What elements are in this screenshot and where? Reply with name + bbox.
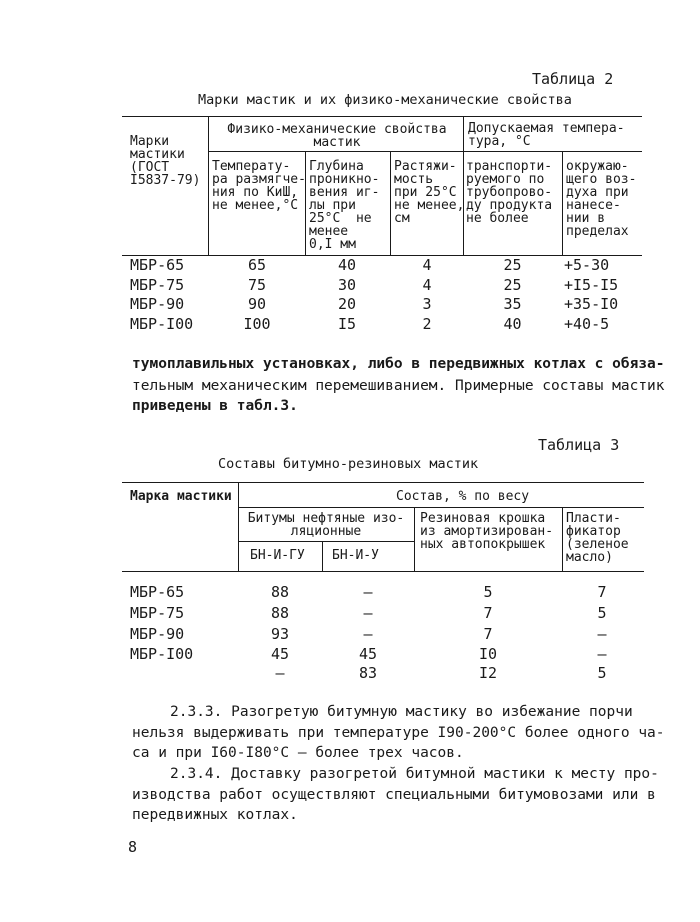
paragraph-line: тумоплавильных установках, либо в передвижных котлах с обяза- <box>132 356 665 372</box>
table3-top-rule <box>122 482 644 483</box>
t2-cell-ambient: +I5-I5 <box>564 276 619 294</box>
t2-cell-transport: 35 <box>503 295 522 313</box>
t2-cell-brand: МБР-90 <box>130 295 185 313</box>
t3-cell-brand: МБР-90 <box>130 625 185 643</box>
t2-header-brand: Марки мастики (ГОСТ I5837-79) <box>130 134 201 188</box>
t2-cell-brand: МБР-65 <box>130 256 185 274</box>
t3-cell-bn-i-gu: 45 <box>270 645 290 663</box>
t2-cell-penetration: I5 <box>337 315 357 333</box>
paragraph-line: нельзя выдерживать при температуре I90-200°С более одного ча- <box>132 725 665 741</box>
t2-cell-softening: 75 <box>247 276 267 294</box>
t3-cell-rubber: I2 <box>478 664 498 682</box>
table3-divider <box>322 541 323 571</box>
t2-cell-penetration: 40 <box>337 256 357 274</box>
table2-divider <box>562 151 563 255</box>
table2-top-rule <box>122 116 642 117</box>
table3-divider <box>414 507 415 571</box>
t2-header-ambient: окружаю- щего воз- духа при нанесе- нии в пределах <box>566 159 637 239</box>
table2-divider <box>208 116 209 255</box>
t3-header-bitumens: Битумы нефтяные изо- ляционные <box>247 511 405 539</box>
t2-cell-transport: 40 <box>503 315 522 333</box>
table3-title: Составы битумно-резиновых мастик <box>218 456 479 472</box>
t3-cell-plasticizer: – <box>597 625 607 643</box>
table2-caption: Таблица 2 <box>532 70 614 88</box>
t3-cell-rubber: 7 <box>483 625 493 643</box>
t3-cell-brand: МБР-75 <box>130 604 185 622</box>
paragraph-line: передвижных котлах. <box>132 807 298 823</box>
t2-cell-ductility: 4 <box>422 256 432 274</box>
t3-cell-bn-i-gu: 93 <box>270 625 290 643</box>
t2-header-physmech: Физико-механические свойства мастик <box>227 122 447 150</box>
t3-header-composition: Состав, % по весу <box>396 489 530 504</box>
t2-header-softening: Температу- ра размягче- ния по КиШ, не менее,°С <box>212 159 306 213</box>
t3-cell-bn-i-u: – <box>363 625 373 643</box>
t3-cell-bn-i-u: – <box>363 583 373 601</box>
t2-cell-softening: 90 <box>247 295 267 313</box>
t2-header-transport: транспорти- руемого по трубопрово- ду продукта не более <box>466 159 553 226</box>
t2-cell-ambient: +5-30 <box>564 256 610 274</box>
t3-cell-rubber: 5 <box>483 583 493 601</box>
t2-header-penetration: Глубина проникно- вения иг- лы при 25°С не менее 0,I мм <box>309 159 380 252</box>
table3-bitumen-rule <box>238 541 414 542</box>
t2-cell-penetration: 20 <box>337 295 357 313</box>
t3-header-plasticizer: Пласти- фикатор (зеленое масло) <box>566 511 629 565</box>
paragraph-line: са и при I60-I80°С – более трех часов. <box>132 745 464 761</box>
t2-cell-penetration: 30 <box>337 276 357 294</box>
t3-header-bn-i-u: БН-И-У <box>332 548 379 563</box>
t2-header-temp-group: Допускаемая темпера- тура, °С <box>468 121 625 149</box>
t3-cell-brand: МБР-I00 <box>130 645 194 663</box>
t2-cell-ductility: 2 <box>422 315 432 333</box>
t3-cell-rubber: 7 <box>483 604 493 622</box>
paragraph-line: 2.3.3. Разогретую битумную мастику во избежание порчи <box>170 704 633 720</box>
t3-cell-bn-i-u: – <box>363 604 373 622</box>
t2-cell-softening: 65 <box>247 256 267 274</box>
t3-cell-brand: МБР-65 <box>130 583 185 601</box>
table2-subheader-rule <box>208 151 642 152</box>
t3-cell-bn-i-gu: – <box>275 664 285 682</box>
t2-cell-ambient: +40-5 <box>564 315 610 333</box>
paragraph-line: тельным механическим перемешиванием. Примерные составы мастик <box>132 378 665 394</box>
t2-cell-ductility: 4 <box>422 276 432 294</box>
table3-divider <box>562 507 563 571</box>
t2-cell-ductility: 3 <box>422 295 432 313</box>
page-number: 8 <box>128 838 138 856</box>
t2-cell-brand: МБР-75 <box>130 276 185 294</box>
t2-cell-ambient: +35-I0 <box>564 295 619 313</box>
t2-cell-transport: 25 <box>503 276 522 294</box>
table3-header-bottom-rule <box>122 571 644 572</box>
t3-cell-plasticizer: – <box>597 645 607 663</box>
t3-cell-plasticizer: 7 <box>597 583 607 601</box>
t2-header-ductility: Растяжи- мость при 25°С не менее, см <box>394 159 465 226</box>
paragraph-line: 2.3.4. Доставку разогретой битумной мастики к месту про- <box>170 766 659 782</box>
t3-header-rubber: Резиновая крошка из амортизирован- ных автопокрышек <box>420 511 554 552</box>
t3-cell-rubber: I0 <box>478 645 498 663</box>
t3-header-bn-i-gu: БН-И-ГУ <box>250 548 305 563</box>
table3-caption: Таблица 3 <box>538 436 620 454</box>
table3-subheader-rule <box>238 507 644 508</box>
table3-divider <box>238 482 239 571</box>
paragraph-line: изводства работ осуществляют специальными битумовозами или в <box>132 787 656 803</box>
t2-cell-softening: I00 <box>243 315 271 333</box>
t3-cell-bn-i-u: 83 <box>358 664 378 682</box>
t3-header-brand: Марка мастики <box>130 489 232 504</box>
paragraph-line: приведены в табл.3. <box>132 398 298 414</box>
t2-cell-transport: 25 <box>503 256 522 274</box>
t3-cell-bn-i-u: 45 <box>358 645 378 663</box>
table2-title: Марки мастик и их физико-механические свойства <box>198 92 572 108</box>
t3-cell-plasticizer: 5 <box>597 604 607 622</box>
table2-divider <box>390 151 391 255</box>
t3-cell-plasticizer: 5 <box>597 664 607 682</box>
t3-cell-bn-i-gu: 88 <box>270 583 290 601</box>
t3-cell-bn-i-gu: 88 <box>270 604 290 622</box>
t2-cell-brand: МБР-I00 <box>130 315 194 333</box>
